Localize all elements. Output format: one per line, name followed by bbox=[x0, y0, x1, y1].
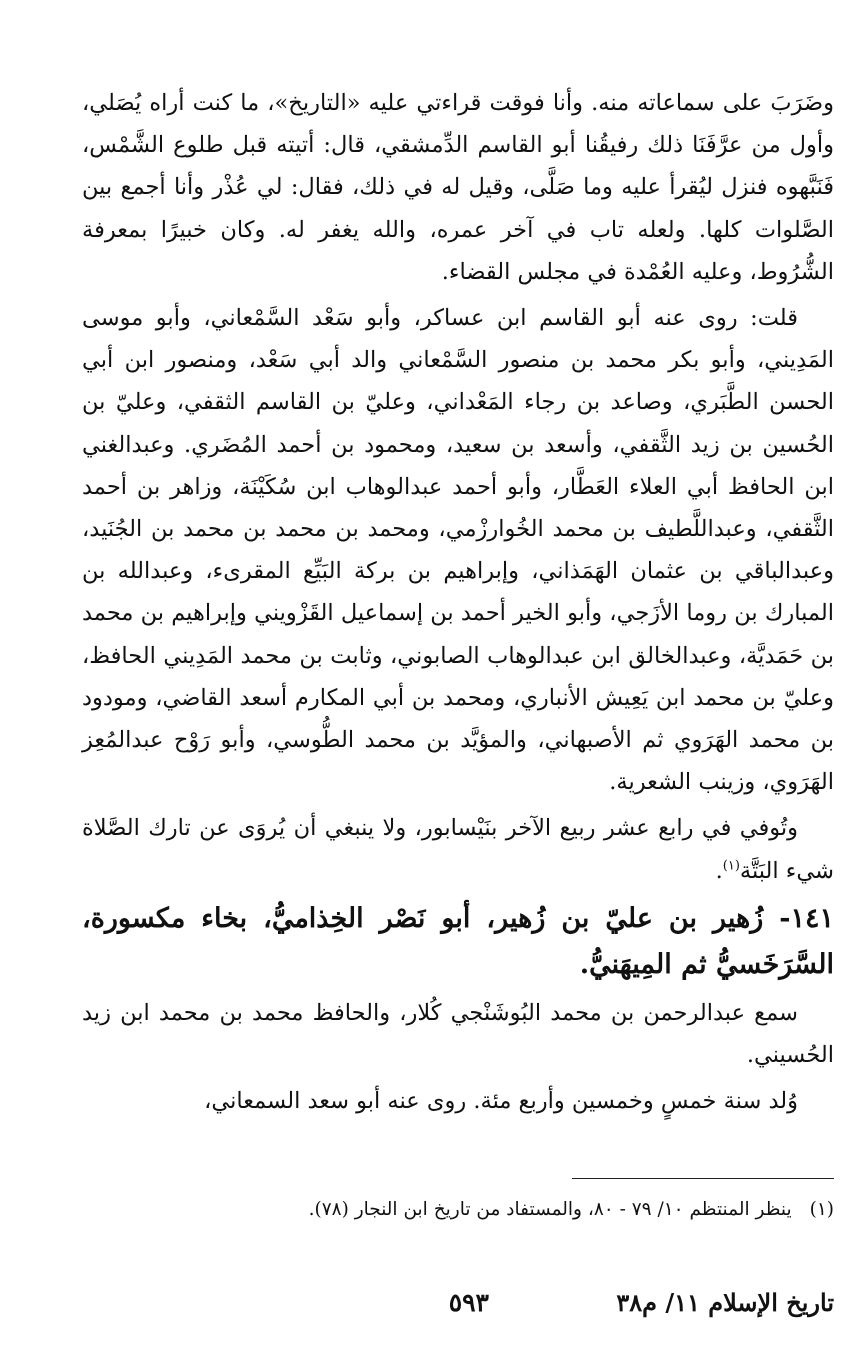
main-text bbox=[82, 82, 834, 1126]
page-footer bbox=[82, 1288, 834, 1328]
page-number: ٥٩٣ bbox=[448, 1288, 489, 1317]
paragraph-born: وُلد سنة خمسٍ وخمسين وأربع مئة. روى عنه أبو سعد السمعاني، bbox=[204, 1088, 798, 1115]
paragraph-death bbox=[82, 807, 834, 891]
death-end: . bbox=[715, 857, 723, 884]
footnote-text: ينظر المنتظم ١٠/ ٧٩ - ٨٠، والمستفاد من تاريخ ابن النجار (٧٨). bbox=[308, 1199, 792, 1220]
entry-heading: ١٤١- زُهير بن عليّ بن زُهير، أبو نَصْر الخِذاميُّ، بخاء مكسورة، السَّرَخَسيُّ ثم المِيهَنيُّ. bbox=[82, 902, 834, 980]
footnote-divider bbox=[572, 1178, 834, 1179]
paragraph-narrators: قلت: روى عنه أبو القاسم ابن عساكر، وأبو سَعْد السَّمْعاني، وأبو موسى المَدِيني، وأبو بكر محمد بن منصور السَّمْعاني والد أبي سَعْد، ومنصور ابن أبي الحسن الطَّبَري، وصاعد بن رجاء المَعْداني، وعليّ بن القاسم الثقفي، وعليّ بن الحُسين بن زيد الثَّقفي، وأسعد بن سعيد، ومحمود بن أحمد المُضَري. وعبدالغني ابن الحافظ أبي العلاء العَطَّار، وأبو أحمد عبدالوهاب ابن سُكَيْنَة، وزاهر بن أحمد الثَّقفي، وعبداللَّطيف بن محمد الخُوارزْمي، ومحمد بن محمد بن محمد بن الجُنَيد، وعبدالباقي بن عثمان الهَمَذاني، وإبراهيم بن بركة البَيِّع المقرىء، وعبدالله بن المبارك بن روما الأزَجي، وأبو الخير أحمد بن إسماعيل القَزْويني وإبراهيم بن محمد بن حَمَديَّة، وعبدالخالق ابن عبدالوهاب الصابوني، وثابت بن محمد المَدِيني الحافظ، وعليّ بن محمد ابن يَعِيش الأنباري، ومحمد بن أبي المكارم أسعد القاضي، ومودود بن محمد الهَرَوي ثم الأصبهاني، والمؤيَّد بن محمد الطُّوسي، وأبو رَوْح عبدالمُعِز الهَرَوي، وزينب الشعرية. bbox=[82, 305, 834, 796]
paragraph-continuation: وضَرَبَ على سماعاته منه. وأنا فوقت قراءتي عليه «التاريخ»، ما كنت أراه يُصَلي، وأول من عرَّفَنَا ذلك رفيقُنا أبو القاسم الدِّمشقي، قال: أتيته قبل طلوع الشَّمْس، فَنَبَّهوه فنزل ليُقرأ عليه وما صَلَّى، وقيل له في ذلك، فقال: لي عُذْر وأنا أجمع بين الصَّلوات كلها. ولعله تاب في آخر عمره، والله يغفر له. وكان خبيرًا بمعرفة الشُّرُوط، وعليه العُمْدة في مجلس القضاء. bbox=[82, 90, 834, 285]
footnote-reference[interactable]: (١) bbox=[722, 858, 740, 874]
paragraph-heard: سمع عبدالرحمن بن محمد البُوشَنْجي كُلار، والحافظ محمد بن محمد ابن زيد الحُسيني. bbox=[82, 999, 834, 1069]
death-text: وتُوفي في رابع عشر ربيع الآخر بنَيْسابور، ولا ينبغي أن يُروَى عن تارك الصَّلاة شيء البَتَّة bbox=[82, 815, 834, 884]
footnote bbox=[82, 1196, 834, 1224]
footnote-mark: (١) bbox=[809, 1199, 834, 1220]
book-reference: تاريخ الإسلام ١١/ م٣٨ bbox=[616, 1288, 834, 1317]
